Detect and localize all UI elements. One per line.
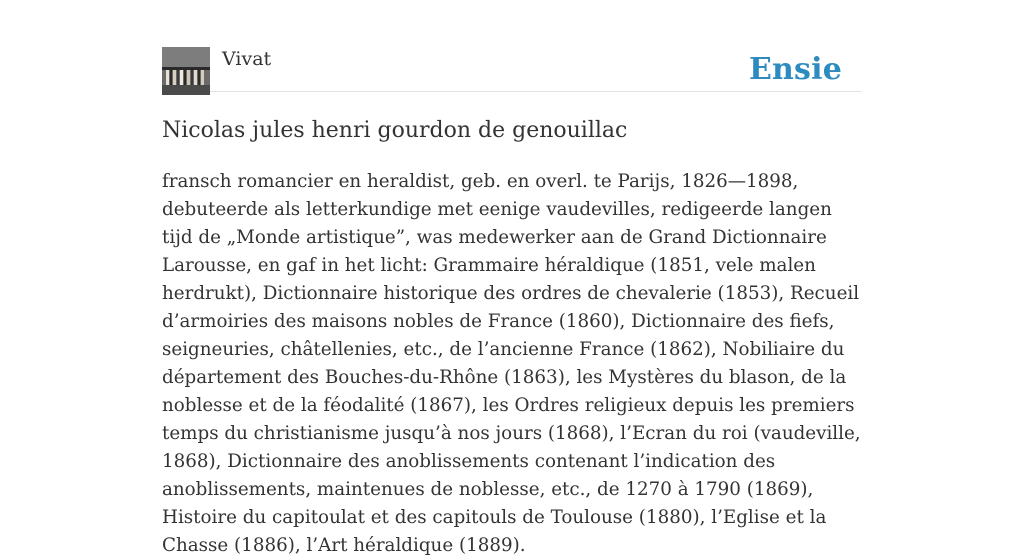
brand-logo[interactable]: Ensie	[748, 52, 842, 87]
bookshelf-avatar-icon	[162, 47, 210, 95]
page-container	[162, 0, 862, 556]
avatar[interactable]	[162, 47, 210, 95]
page-header	[162, 0, 862, 92]
article-body: fransch romancier en heraldist, geb. en overl. te Parijs, 1826—1898, debuteerde als letterkundige met eenige vaudevilles, redigeerde langen tijd de „Monde artistique”, was medewerker aan de Grand Dictionnaire Larousse, en gaf in het licht: Grammaire héraldique (1851, vele malen herdrukt), Dictionnaire historique des ordres de chevalerie (1853), Recueil d’armoiries des maisons nobles de France (1860), Dictionnaire des fiefs, seigneuries, châtellenies, etc., de l’ancienne France (1862), Nobiliaire du département des Bouches-du-Rhône (1863), les Mystères du blason, de la noblesse et de la féodalité (1867), les Ordres religieux depuis les premiers temps du christianisme jusqu’à nos jours (1868), l’Ecran du roi (vaudeville, 1868), Dictionnaire des anoblissements contenant l’indication des anoblissements, maintenues de noblesse, etc., de 1270 à 1790 (1869), Histoire du capitoulat et des capitouls de Toulouse (1880), l’Eglise et la Chasse (1886), l’Art héraldique (1889).	[162, 171, 861, 556]
article-title: Nicolas jules henri gourdon de genouillac	[162, 118, 628, 143]
author-name[interactable]: Vivat	[222, 48, 272, 70]
